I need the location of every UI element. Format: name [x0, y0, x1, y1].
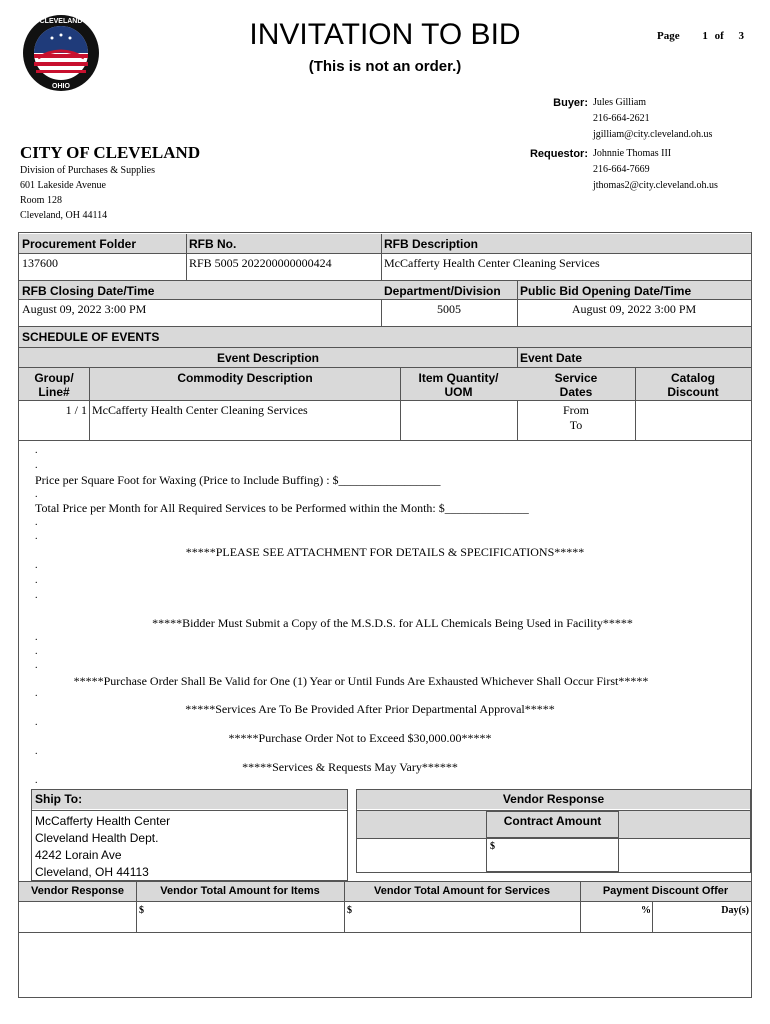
- row-line-number: 1 / 1: [65, 403, 87, 417]
- ship-to-address: McCafferty Health Center Cleveland Health Dept. 4242 Lorain Ave Cleveland, OH 44113: [35, 814, 171, 879]
- issuer-name: CITY OF CLEVELAND: [20, 143, 201, 162]
- closing-value: August 09, 2022 3:00 PM: [22, 302, 147, 316]
- contract-amount-label: Contract Amount: [503, 814, 602, 828]
- spacer-dot: .: [35, 646, 38, 657]
- divider: [19, 299, 751, 300]
- discount-days-label: Day(s): [721, 905, 749, 916]
- vendor-services-input[interactable]: [345, 902, 579, 931]
- row-commodity-description: McCafferty Health Center Cleaning Services: [92, 403, 308, 417]
- vendor-items-dollar: $: [139, 905, 144, 916]
- document-subtitle: (This is not an order.): [308, 58, 462, 75]
- po-valid-note: *****Purchase Order Shall Be Valid for One (1) Year or Until Funds Are Exhausted Whichever Shall Occur First*****: [73, 674, 649, 688]
- vendor-items-input[interactable]: [137, 902, 343, 931]
- divider: [32, 810, 347, 811]
- event-description-label: Event Description: [216, 351, 320, 365]
- divider: [400, 368, 401, 440]
- requestor-label: Requestor:: [529, 148, 588, 160]
- msds-note: *****Bidder Must Submit a Copy of the M.S.D.S. for ALL Chemicals Being Used in Facility*****: [152, 616, 633, 630]
- vendor-services-dollar: $: [347, 905, 352, 916]
- vendor-response-input[interactable]: [20, 902, 135, 931]
- spacer-dot: .: [35, 575, 38, 586]
- issuer-division: Division of Purchases & Supplies: [20, 165, 155, 176]
- col-group-line: Group/ Line#: [34, 371, 74, 399]
- folder-label: Procurement Folder: [22, 237, 137, 251]
- col-quantity-uom: Item Quantity/ UOM: [418, 371, 499, 399]
- buyer-email: jgilliam@city.cleveland.oh.us: [593, 129, 713, 140]
- payment-discount-label: Payment Discount Offer: [602, 885, 729, 897]
- issuer-address: [20, 163, 155, 223]
- spacer-dot: .: [35, 717, 38, 728]
- price-per-month: Total Price per Month for All Required Services to be Performed within the Month: $______________: [35, 501, 529, 515]
- spacer-dot: .: [35, 746, 38, 757]
- page-total: 3: [738, 30, 745, 42]
- rfb-no-value: RFB 5005 202200000000424: [189, 256, 332, 270]
- not-to-exceed-note: *****Purchase Order Not to Exceed $30,000.00*****: [228, 731, 492, 745]
- folder-value: 137600: [22, 256, 58, 270]
- page-of: of: [714, 30, 724, 42]
- approval-note: *****Services Are To Be Provided After Prior Departmental Approval*****: [185, 702, 555, 716]
- vendor-services-label: Vendor Total Amount for Services: [373, 885, 551, 897]
- requestor-email: jthomas2@city.cleveland.oh.us: [593, 180, 718, 191]
- vendor-response-col-label: Vendor Response: [31, 885, 124, 897]
- closing-label: RFB Closing Date/Time: [22, 284, 155, 298]
- buyer-phone: 216-664-2621: [593, 113, 650, 124]
- buyer-label: Buyer:: [553, 97, 588, 109]
- buyer-name: Jules Gilliam: [593, 97, 647, 108]
- may-vary-note: *****Services & Requests May Vary******: [242, 760, 458, 774]
- department-value: 5005: [437, 302, 461, 316]
- vendor-response-title: Vendor Response: [502, 792, 605, 806]
- rfb-description-value: McCafferty Health Center Cleaning Services: [384, 256, 600, 270]
- spacer-dot: .: [35, 531, 38, 542]
- requestor-details: [593, 146, 718, 194]
- spacer-dot: .: [35, 688, 38, 699]
- divider: [635, 368, 636, 440]
- spacer-dot: .: [35, 660, 38, 671]
- event-date-label: Event Date: [520, 351, 583, 365]
- svg-text:OHIO: OHIO: [52, 83, 70, 90]
- divider: [19, 881, 751, 882]
- svg-text:CLEVELAND: CLEVELAND: [39, 18, 83, 25]
- page-label: Page: [657, 30, 680, 42]
- divider: [89, 368, 90, 440]
- price-per-square-foot: Price per Square Foot for Waxing (Price to Include Buffing) : $_________________: [35, 473, 441, 487]
- department-label: Department/Division: [384, 284, 501, 298]
- divider: [186, 234, 187, 280]
- issuer-room: Room 128: [20, 195, 62, 206]
- spacer-dot: .: [35, 445, 38, 456]
- ship-to-label: Ship To:: [35, 792, 83, 806]
- col-commodity: Commodity Description: [177, 371, 313, 385]
- document-title: INVITATION TO BID: [249, 18, 521, 51]
- divider: [19, 400, 751, 401]
- page-current: 1: [702, 30, 708, 42]
- divider: [19, 932, 751, 933]
- divider: [19, 440, 751, 441]
- buyer-details: [593, 95, 712, 143]
- rfb-description-label: RFB Description: [384, 237, 479, 251]
- opening-label: Public Bid Opening Date/Time: [520, 284, 692, 298]
- spacer-dot: .: [35, 632, 38, 643]
- spacer-dot: .: [35, 460, 38, 471]
- spacer-dot: .: [35, 775, 38, 786]
- discount-percent-sign: %: [641, 905, 651, 916]
- spacer-dot: .: [35, 489, 38, 500]
- col-catalog-discount: Catalog Discount: [667, 371, 719, 399]
- attachment-note: *****PLEASE SEE ATTACHMENT FOR DETAILS & SPECIFICATIONS*****: [185, 545, 585, 559]
- requestor-name: Johnnie Thomas III: [593, 148, 672, 159]
- schedule-title: SCHEDULE OF EVENTS: [22, 330, 160, 344]
- rfb-no-label: RFB No.: [189, 237, 237, 251]
- vendor-items-label: Vendor Total Amount for Items: [160, 885, 320, 897]
- divider: [19, 253, 751, 254]
- issuer-city: Cleveland, OH 44114: [20, 210, 108, 221]
- requestor-phone: 216-664-7669: [593, 164, 650, 175]
- divider: [517, 281, 518, 326]
- page-indicator: [657, 30, 752, 42]
- spacer-dot: .: [35, 517, 38, 528]
- spacer-dot: .: [35, 590, 38, 601]
- col-service-dates: Service Dates: [554, 371, 598, 399]
- issuer-street: 601 Lakeside Avenue: [20, 180, 106, 191]
- opening-value: August 09, 2022 3:00 PM: [571, 302, 697, 316]
- spacer-dot: .: [35, 560, 38, 571]
- contract-amount-input[interactable]: [486, 838, 619, 872]
- contract-amount-dollar: $: [490, 841, 495, 852]
- row-service-dates: From To: [562, 403, 589, 432]
